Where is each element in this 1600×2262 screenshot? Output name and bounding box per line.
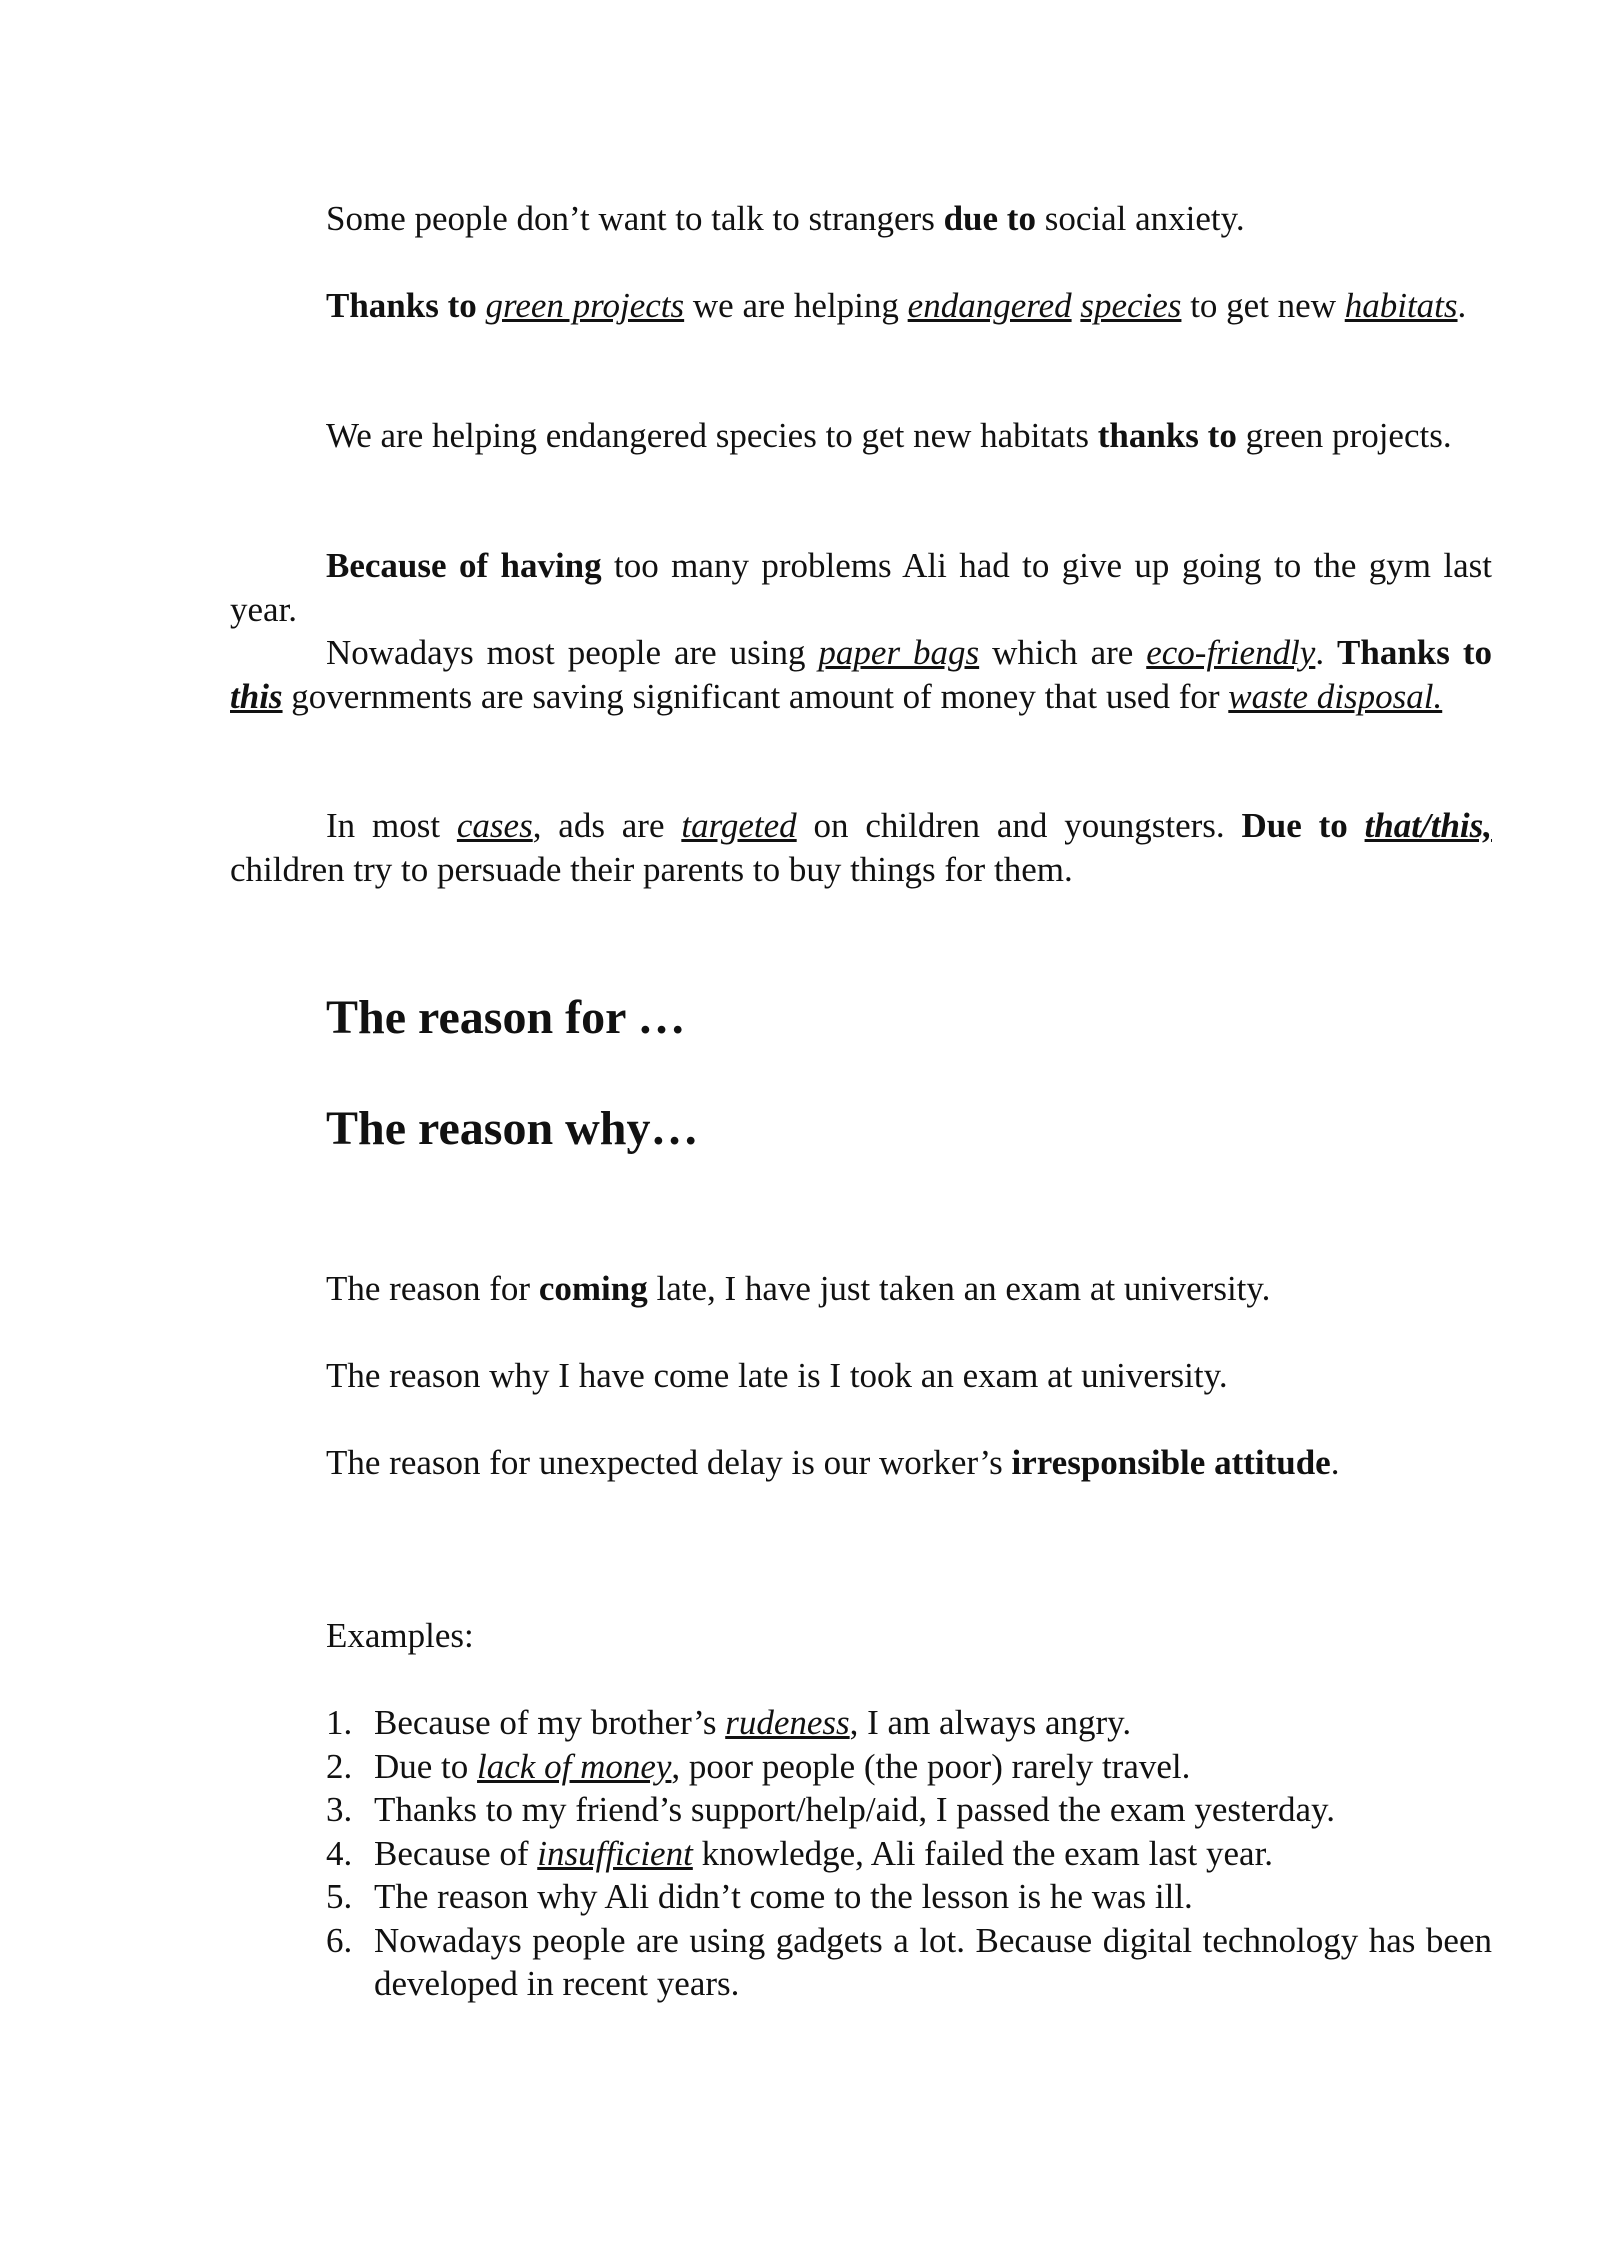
text: In most bbox=[326, 806, 457, 845]
text: Because of my brother’s bbox=[374, 1703, 726, 1742]
text: Nowadays most people are using bbox=[326, 633, 819, 672]
list-number: 5. bbox=[326, 1877, 353, 1916]
list-item bbox=[326, 1745, 1492, 1789]
list-item bbox=[326, 1701, 1492, 1745]
list-item bbox=[326, 1919, 1492, 2006]
text: knowledge, Ali failed the exam last year. bbox=[692, 1833, 1274, 1873]
underlined-word: green projects bbox=[485, 286, 685, 325]
underlined-word: waste disposal. bbox=[1228, 676, 1443, 716]
text: . bbox=[1457, 286, 1467, 325]
text: green projects. bbox=[1236, 416, 1452, 455]
list-number: 2. bbox=[326, 1746, 353, 1786]
underlined-word: cases bbox=[456, 806, 533, 845]
text: we are helping bbox=[684, 286, 908, 325]
bold-phrase: Because of having bbox=[326, 546, 602, 585]
text: The reason why Ali didn’t come to the lesson is he was ill. bbox=[374, 1877, 1193, 1916]
text: The reason for unexpected delay is our worker’s bbox=[326, 1443, 1012, 1482]
bold-phrase: Due to bbox=[1241, 806, 1348, 845]
text: Nowadays people are using gadgets a lot. Because digital technology has been developed in recent years. bbox=[374, 1920, 1492, 2003]
paragraph-paper-bags bbox=[230, 631, 1492, 718]
list-number: 4. bbox=[326, 1833, 353, 1873]
examples-label: Examples: bbox=[326, 1616, 474, 1655]
underlined-word: habitats bbox=[1344, 286, 1458, 325]
reason-example-3 bbox=[326, 1441, 1492, 1485]
text: which are bbox=[979, 633, 1147, 672]
bold-phrase: thanks to bbox=[1097, 416, 1237, 455]
paragraph-thanks-to-green bbox=[230, 284, 1492, 328]
underlined-word: targeted bbox=[681, 806, 797, 845]
reason-example-2: The reason why I have come late is I took an exam at university. bbox=[326, 1356, 1228, 1395]
bold-phrase: due to bbox=[943, 199, 1036, 238]
underlined-word: species bbox=[1080, 286, 1182, 325]
underlined-word: paper bags bbox=[818, 633, 980, 672]
text: late, I have just taken an exam at university. bbox=[647, 1269, 1271, 1308]
text: We are helping endangered species to get new habitats bbox=[326, 416, 1098, 455]
paragraph-thanks-to-habitats bbox=[230, 414, 1492, 458]
underlined-word: eco-friendly bbox=[1146, 633, 1316, 672]
paragraph-ads bbox=[230, 804, 1492, 891]
text: Some people don’t want to talk to strangers bbox=[326, 199, 944, 238]
text: , ads are bbox=[532, 806, 682, 845]
text: to get new bbox=[1181, 286, 1345, 325]
underlined-word: endangered bbox=[907, 286, 1072, 325]
text: social anxiety. bbox=[1035, 199, 1245, 238]
paragraph-due-to bbox=[230, 197, 1492, 241]
text: The reason for bbox=[326, 1269, 539, 1308]
heading-reason-for: The reason for … bbox=[326, 991, 686, 1044]
bold-phrase: irresponsible attitude bbox=[1011, 1443, 1331, 1482]
text bbox=[477, 286, 486, 325]
text: Because of bbox=[374, 1833, 538, 1873]
text: on children and youngsters. bbox=[796, 806, 1242, 845]
bold-phrase: coming bbox=[538, 1269, 648, 1308]
bold-underlined-word: this bbox=[230, 676, 283, 716]
list-item bbox=[326, 1788, 1492, 1832]
text: governments are saving significant amount of money that used for bbox=[282, 676, 1229, 716]
list-item bbox=[326, 1875, 1492, 1919]
bold-phrase: Thanks to bbox=[326, 286, 477, 325]
text: . bbox=[1330, 1443, 1340, 1482]
examples-list bbox=[326, 1701, 1492, 2006]
list-number: 6. bbox=[326, 1920, 353, 1960]
text: Due to bbox=[374, 1746, 478, 1786]
text: children try to persuade their parents to buy things for them. bbox=[230, 849, 1073, 889]
list-number: 1. bbox=[326, 1703, 353, 1742]
text bbox=[1348, 806, 1365, 845]
paragraph-because-of-having bbox=[230, 544, 1492, 631]
underlined-word: rudeness bbox=[725, 1703, 850, 1742]
text: . bbox=[1315, 633, 1338, 672]
underlined-word: lack of money bbox=[477, 1746, 672, 1786]
text: too many problems Ali had to give up going to the gym last year. bbox=[230, 546, 1492, 629]
list-number: 3. bbox=[326, 1790, 353, 1829]
text: Thanks to my friend’s support/help/aid, I passed the exam yesterday. bbox=[374, 1790, 1335, 1829]
reason-example-1 bbox=[326, 1267, 1492, 1311]
text: , I am always angry. bbox=[849, 1703, 1132, 1742]
heading-reason-why: The reason why… bbox=[326, 1102, 699, 1155]
bold-phrase: Thanks to bbox=[1337, 633, 1492, 672]
underlined-word: insufficient bbox=[537, 1833, 693, 1873]
text: , poor people (the poor) rarely travel. bbox=[671, 1746, 1191, 1786]
bold-underlined-word: that/this, bbox=[1364, 806, 1492, 845]
list-item bbox=[326, 1832, 1492, 1876]
